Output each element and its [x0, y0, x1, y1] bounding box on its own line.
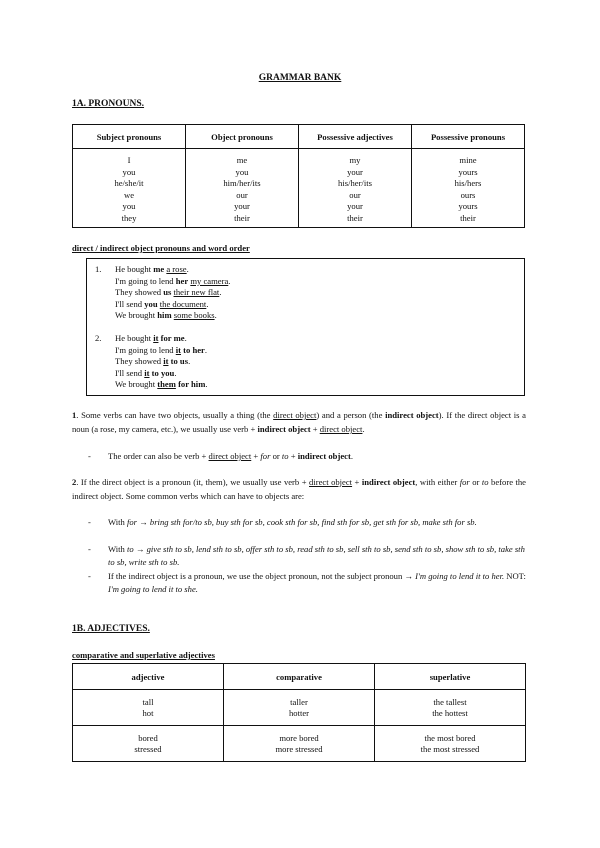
page-title: GRAMMAR BANK [258, 73, 342, 83]
table-cell: the most bored the most stressed [375, 726, 526, 762]
text: , with either [415, 477, 460, 487]
text: it [175, 344, 181, 355]
text: to → give sth to sb, lend sth to sb, offer sth to sb, read sth to sb, sell sth to sb, send sth to sb, show sth to sb, take sth to sb, write sth to sb. [108, 544, 525, 567]
text: With [108, 544, 127, 554]
cell-line: him/her/its [223, 178, 261, 188]
text: you [144, 298, 158, 309]
text: some books [173, 310, 215, 320]
text: or [469, 477, 482, 487]
text: me [153, 264, 165, 274]
bullet-dash: - [88, 451, 91, 461]
cell-line: our [349, 189, 361, 200]
text: I'll send [115, 367, 145, 378]
cell-line: ours [460, 189, 476, 200]
examples-box [86, 258, 525, 396]
text: indirect object [297, 451, 351, 461]
header-cell: adjective [73, 664, 224, 690]
text: them [157, 379, 176, 389]
header-cell: Possessive adjectives [299, 125, 412, 149]
example-lines [115, 333, 208, 391]
cell-line: his/hers [454, 178, 482, 188]
cell-line: our [236, 189, 248, 200]
text: ) and a person (the [316, 410, 386, 420]
cell-line: his/her/its [338, 178, 372, 188]
text: ). If the direct object is a noun (a rose, my camera, etc.), we usually use verb + [72, 410, 526, 434]
text: indirect object [257, 424, 311, 434]
text: . [174, 367, 177, 378]
text: it [163, 356, 169, 366]
text: + [310, 424, 320, 434]
cell-line: he/she/it [114, 178, 144, 188]
text: for → bring sth for/to sb, buy sth for sb, cook sth for sb, find sth for sb, get sth for sb, make sth for sb. [127, 517, 477, 527]
cell-line: we [123, 189, 135, 200]
text: a rose [166, 264, 187, 274]
cell-line: they [121, 212, 137, 223]
text: indirect object [361, 477, 416, 487]
text: for [260, 451, 271, 461]
paragraph-1 [72, 408, 526, 436]
bullet-dash: - [88, 571, 91, 581]
table-cell: tall hot [73, 690, 224, 726]
text: it [153, 333, 159, 343]
text: . [205, 379, 208, 389]
text: my camera [190, 275, 229, 286]
text: . [350, 451, 353, 461]
text: to us [170, 356, 189, 366]
text: . [362, 424, 365, 434]
text: . [204, 344, 208, 355]
text: . If the direct object is a pronoun (it, them), we usually use verb + [76, 477, 310, 487]
paragraph-2 [72, 475, 526, 503]
header-cell: superlative [375, 664, 526, 690]
table-cell: more bored more stressed [224, 726, 375, 762]
text: indirect object [385, 410, 439, 420]
adjectives-table [72, 663, 526, 762]
pronoun-table-header [73, 125, 525, 149]
adjectives-table-header [73, 664, 526, 690]
text: The order can also be verb + [108, 451, 209, 461]
text: I'll send [115, 298, 145, 309]
example-sentence [115, 264, 230, 276]
text: direct object [273, 410, 317, 420]
text: They showed [115, 287, 164, 297]
cell-line: their [234, 212, 250, 223]
bullet-dash: - [88, 517, 91, 527]
table-cell: taller hotter [224, 690, 375, 726]
cell-line: you [235, 166, 249, 177]
text: her [175, 275, 189, 286]
text: I'm going to lend it to her. [415, 571, 505, 581]
text: their new flat [173, 287, 220, 297]
word-order-heading: direct / indirect object pronouns and word order [72, 243, 250, 253]
text: before the indirect object. Some common verbs which can have to objects are: [72, 477, 526, 501]
example-sentence [115, 299, 230, 311]
text: to you [151, 367, 175, 378]
text: . [219, 287, 222, 297]
text: With [108, 517, 127, 527]
text: . Some verbs can have two objects, usually a thing (the [76, 410, 274, 420]
pronoun-table [72, 124, 525, 228]
text: + [251, 451, 261, 461]
cell-line: my [349, 155, 361, 165]
cell-line: your [234, 201, 250, 211]
text: it [144, 367, 150, 378]
paragraph-number: 2 [72, 477, 77, 487]
text: to her [183, 344, 205, 355]
example-sentence [115, 356, 208, 368]
list-number: 2. [95, 333, 102, 343]
text: . [184, 333, 187, 343]
text: . [228, 275, 231, 286]
cell-line: your [347, 201, 363, 211]
text: to [481, 477, 489, 487]
text: They showed [115, 356, 164, 366]
pronoun-column-possessive-adjectives [299, 149, 412, 228]
bullet-dash: - [88, 544, 91, 554]
pronoun-table-row [73, 149, 525, 228]
example-sentence [115, 276, 230, 288]
cell-line: mine [459, 155, 477, 165]
table-cell: the tallest the hottest [375, 690, 526, 726]
cell-line: me [236, 155, 248, 165]
example-lines [115, 264, 230, 322]
table-cell: bored stressed [73, 726, 224, 762]
text: If the indirect object is a pronoun, we use the object pronoun, not the subject pronoun → [108, 571, 416, 581]
cell-line: your [347, 166, 363, 177]
text: us [163, 287, 172, 297]
text: We brought [115, 310, 158, 320]
text: I'm going to lend [115, 344, 176, 355]
example-sentence [115, 333, 208, 345]
text: He bought [115, 333, 154, 343]
pronoun-column-possessive-pronouns [412, 149, 525, 228]
text: him [157, 310, 172, 320]
text: . [214, 310, 217, 320]
text: for [459, 477, 470, 487]
header-cell: Object pronouns [186, 125, 299, 149]
header-cell: Subject pronouns [73, 125, 186, 149]
adjectives-heading: comparative and superlative adjectives [72, 650, 215, 660]
text: . [186, 264, 189, 274]
section-heading-pronouns: 1A. PRONOUNS. [72, 99, 145, 109]
example-sentence [115, 379, 208, 391]
text: I'm going to lend [115, 275, 176, 286]
example-sentence [115, 345, 208, 357]
cell-line: their [347, 212, 363, 223]
text: I'm going to lend it to she. [108, 583, 198, 594]
example-sentence [115, 287, 230, 299]
text: direct object [309, 477, 353, 487]
table-row [73, 690, 526, 726]
text: direct object [208, 451, 252, 461]
pronoun-column-subject [73, 149, 186, 228]
cell-line: yours [458, 166, 478, 177]
text: He bought [115, 264, 154, 274]
cell-line: yours [458, 201, 478, 211]
cell-line: you [122, 201, 136, 211]
cell-line: their [460, 212, 476, 223]
text: . [188, 356, 191, 366]
pronoun-column-object [186, 149, 299, 228]
header-cell: comparative [224, 664, 375, 690]
cell-line: I [127, 155, 131, 165]
text: for me [160, 333, 185, 343]
list-number: 1. [95, 264, 102, 274]
cell-line: you [122, 166, 136, 177]
text: for him [178, 379, 206, 389]
text: . [206, 298, 209, 309]
example-sentence [115, 310, 230, 322]
paragraph-number: 1 [72, 410, 77, 420]
text: NOT: [504, 571, 526, 581]
text: + [352, 477, 362, 487]
text: to [281, 451, 289, 461]
text: + [288, 451, 298, 461]
example-sentence [115, 368, 208, 380]
table-row [73, 726, 526, 762]
section-heading-adjectives: 1B. ADJECTIVES. [72, 624, 150, 634]
text: We brought [115, 379, 158, 389]
text: direct object [319, 424, 363, 434]
text: or [270, 451, 282, 461]
header-cell: Possessive pronouns [412, 125, 525, 149]
text: the document [159, 298, 207, 309]
